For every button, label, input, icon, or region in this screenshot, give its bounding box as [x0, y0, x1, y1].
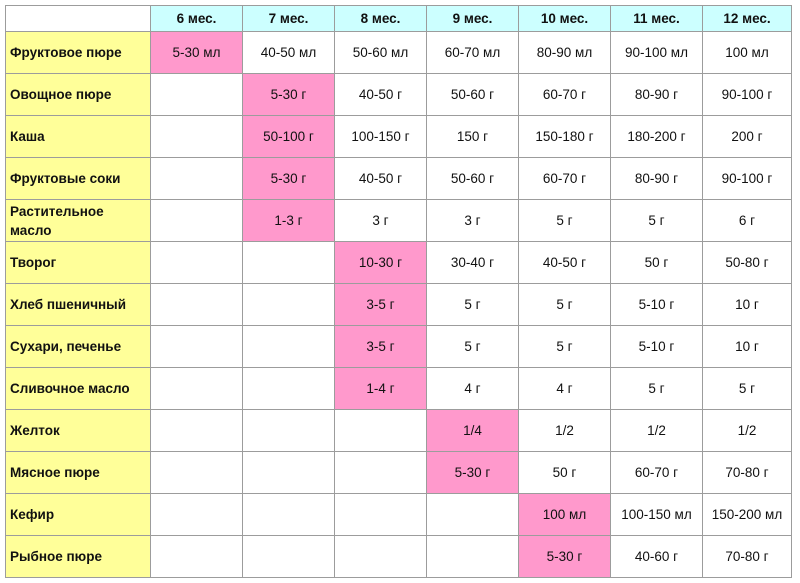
portion-cell: [335, 452, 427, 494]
table-row: [6, 368, 792, 410]
table-row: [6, 242, 792, 284]
portion-cell: 5 г: [703, 368, 792, 410]
food-name-cell: Хлеб пшеничный: [6, 284, 151, 326]
portion-cell: 70-80 г: [703, 536, 792, 578]
food-name-cell: Желток: [6, 410, 151, 452]
portion-cell: 3 г: [335, 200, 427, 242]
feeding-table: [5, 5, 792, 578]
food-name-cell: Фруктовое пюре: [6, 32, 151, 74]
portion-cell: 5 г: [519, 326, 611, 368]
portion-cell: [151, 368, 243, 410]
portion-cell: 4 г: [427, 368, 519, 410]
portion-cell: 5 г: [427, 284, 519, 326]
table-row: [6, 116, 792, 158]
portion-cell: [151, 326, 243, 368]
portion-cell: 100-150 мл: [611, 494, 703, 536]
table-row: [6, 410, 792, 452]
portion-cell: [427, 536, 519, 578]
month-header: 11 мес.: [611, 6, 703, 32]
portion-cell: 40-60 г: [611, 536, 703, 578]
month-header: 7 мес.: [243, 6, 335, 32]
table-row: [6, 284, 792, 326]
intro-portion-cell: 5-30 г: [427, 452, 519, 494]
portion-cell: 50-60 г: [427, 74, 519, 116]
portion-cell: 80-90 мл: [519, 32, 611, 74]
portion-cell: 60-70 г: [519, 74, 611, 116]
header-row: [6, 6, 792, 32]
month-header: 8 мес.: [335, 6, 427, 32]
intro-portion-cell: 50-100 г: [243, 116, 335, 158]
food-name-cell: Растительное масло: [6, 200, 151, 242]
table-row: [6, 494, 792, 536]
portion-cell: 30-40 г: [427, 242, 519, 284]
portion-cell: 50-80 г: [703, 242, 792, 284]
portion-cell: [243, 368, 335, 410]
portion-cell: 100 мл: [703, 32, 792, 74]
table-row: [6, 536, 792, 578]
food-name-cell: Рыбное пюре: [6, 536, 151, 578]
portion-cell: [151, 536, 243, 578]
intro-portion-cell: 1/4: [427, 410, 519, 452]
portion-cell: [151, 242, 243, 284]
table-body: [6, 32, 792, 578]
corner-cell: [6, 6, 151, 32]
food-name-cell: Творог: [6, 242, 151, 284]
portion-cell: 40-50 мл: [243, 32, 335, 74]
portion-cell: 5-10 г: [611, 326, 703, 368]
portion-cell: [243, 326, 335, 368]
portion-cell: 180-200 г: [611, 116, 703, 158]
food-name-cell: Кефир: [6, 494, 151, 536]
portion-cell: 90-100 г: [703, 74, 792, 116]
intro-portion-cell: 5-30 г: [519, 536, 611, 578]
portion-cell: 40-50 г: [335, 74, 427, 116]
table-row: [6, 452, 792, 494]
intro-portion-cell: 5-30 г: [243, 158, 335, 200]
intro-portion-cell: 3-5 г: [335, 326, 427, 368]
portion-cell: [335, 536, 427, 578]
portion-cell: [243, 452, 335, 494]
portion-cell: 40-50 г: [519, 242, 611, 284]
portion-cell: [151, 116, 243, 158]
portion-cell: 6 г: [703, 200, 792, 242]
portion-cell: [243, 536, 335, 578]
portion-cell: 60-70 мл: [427, 32, 519, 74]
portion-cell: [151, 158, 243, 200]
table-row: [6, 158, 792, 200]
intro-portion-cell: 5-30 г: [243, 74, 335, 116]
portion-cell: [243, 242, 335, 284]
portion-cell: [335, 410, 427, 452]
food-name-cell: Фруктовые соки: [6, 158, 151, 200]
portion-cell: 70-80 г: [703, 452, 792, 494]
portion-cell: [151, 410, 243, 452]
portion-cell: 1/2: [611, 410, 703, 452]
table-row: [6, 326, 792, 368]
portion-cell: [427, 494, 519, 536]
portion-cell: [151, 74, 243, 116]
portion-cell: 50-60 г: [427, 158, 519, 200]
table-row: [6, 32, 792, 74]
portion-cell: [151, 452, 243, 494]
portion-cell: 90-100 мл: [611, 32, 703, 74]
table-row: [6, 200, 792, 242]
portion-cell: 50 г: [519, 452, 611, 494]
month-header: 9 мес.: [427, 6, 519, 32]
intro-portion-cell: 5-30 мл: [151, 32, 243, 74]
intro-portion-cell: 10-30 г: [335, 242, 427, 284]
table-row: [6, 74, 792, 116]
portion-cell: 5 г: [427, 326, 519, 368]
food-name-cell: Каша: [6, 116, 151, 158]
food-name-cell: Овощное пюре: [6, 74, 151, 116]
intro-portion-cell: 1-3 г: [243, 200, 335, 242]
portion-cell: 1/2: [519, 410, 611, 452]
month-header: 12 мес.: [703, 6, 792, 32]
intro-portion-cell: 100 мл: [519, 494, 611, 536]
portion-cell: [151, 494, 243, 536]
portion-cell: [243, 494, 335, 536]
portion-cell: 60-70 г: [611, 452, 703, 494]
portion-cell: 50-60 мл: [335, 32, 427, 74]
portion-cell: [243, 410, 335, 452]
portion-cell: 10 г: [703, 284, 792, 326]
portion-cell: 150-200 мл: [703, 494, 792, 536]
portion-cell: [151, 284, 243, 326]
portion-cell: 90-100 г: [703, 158, 792, 200]
portion-cell: 1/2: [703, 410, 792, 452]
portion-cell: 200 г: [703, 116, 792, 158]
food-name-cell: Мясное пюре: [6, 452, 151, 494]
portion-cell: [335, 494, 427, 536]
portion-cell: 60-70 г: [519, 158, 611, 200]
portion-cell: 10 г: [703, 326, 792, 368]
portion-cell: 5-10 г: [611, 284, 703, 326]
food-name-cell: Сухари, печенье: [6, 326, 151, 368]
portion-cell: 50 г: [611, 242, 703, 284]
food-name-cell: Сливочное масло: [6, 368, 151, 410]
portion-cell: 5 г: [611, 200, 703, 242]
portion-cell: 80-90 г: [611, 74, 703, 116]
portion-cell: 4 г: [519, 368, 611, 410]
month-header: 10 мес.: [519, 6, 611, 32]
portion-cell: 40-50 г: [335, 158, 427, 200]
portion-cell: 150-180 г: [519, 116, 611, 158]
portion-cell: [243, 284, 335, 326]
portion-cell: 3 г: [427, 200, 519, 242]
month-header: 6 мес.: [151, 6, 243, 32]
portion-cell: 150 г: [427, 116, 519, 158]
portion-cell: 5 г: [519, 200, 611, 242]
portion-cell: 5 г: [519, 284, 611, 326]
portion-cell: [151, 200, 243, 242]
portion-cell: 5 г: [611, 368, 703, 410]
feeding-schedule-sheet: [5, 5, 792, 578]
intro-portion-cell: 3-5 г: [335, 284, 427, 326]
intro-portion-cell: 1-4 г: [335, 368, 427, 410]
portion-cell: 80-90 г: [611, 158, 703, 200]
portion-cell: 100-150 г: [335, 116, 427, 158]
